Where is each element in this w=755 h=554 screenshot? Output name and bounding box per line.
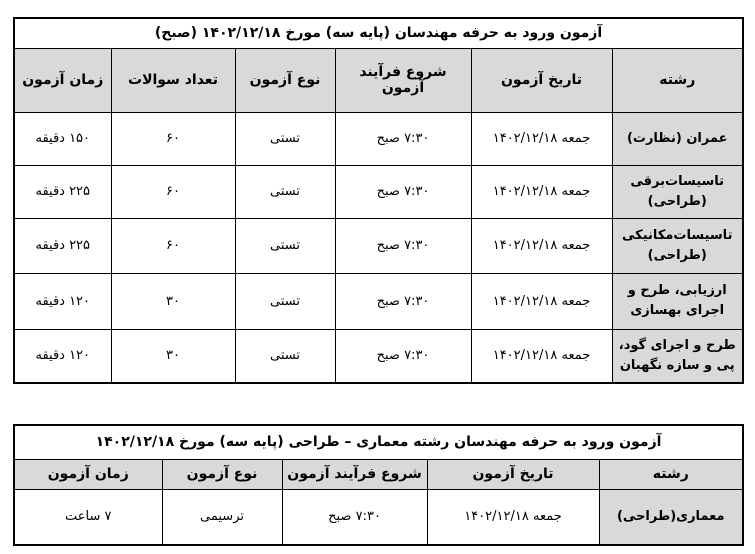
row-type: تستی bbox=[235, 273, 335, 329]
header-field: رشته bbox=[612, 48, 743, 112]
row-start: ۷:۳۰ صبح bbox=[335, 329, 471, 383]
row-type: تستی bbox=[235, 165, 335, 218]
row-field: عمران (نظارت) bbox=[612, 112, 743, 165]
header-start: شروع فرآیند آزمون bbox=[335, 48, 471, 112]
row-field: طرح و اجرای گود، پی و سازه نگهبان bbox=[612, 329, 743, 383]
row-date: جمعه ۱۴۰۲/۱۲/۱۸ bbox=[471, 273, 612, 329]
row-count: ۶۰ bbox=[111, 165, 235, 218]
header-date: تاریخ آزمون bbox=[471, 48, 612, 112]
header-type: نوع آزمون bbox=[235, 48, 335, 112]
header-date: تاریخ آزمون bbox=[427, 459, 599, 489]
row-type: تستی bbox=[235, 329, 335, 383]
row-date: جمعه ۱۴۰۲/۱۲/۱۸ bbox=[471, 329, 612, 383]
table-row bbox=[14, 489, 743, 545]
row-count: ۳۰ bbox=[111, 329, 235, 383]
row-date: جمعه ۱۴۰۲/۱۲/۱۸ bbox=[471, 112, 612, 165]
row-start: ۷:۳۰ صبح bbox=[335, 112, 471, 165]
row-field: تاسیسات‌برقی (طراحی) bbox=[612, 165, 743, 218]
row-date: جمعه ۱۴۰۲/۱۲/۱۸ bbox=[471, 218, 612, 273]
table-1-title: آزمون ورود به حرفه مهندسان (پایه سه) مورخ ۱۴۰۲/۱۲/۱۸ (صبح) bbox=[14, 18, 743, 48]
row-duration: ۱۲۰ دقیقه bbox=[14, 273, 111, 329]
row-type: تستی bbox=[235, 218, 335, 273]
table-row bbox=[14, 273, 743, 329]
table-row bbox=[14, 165, 743, 218]
row-count: ۶۰ bbox=[111, 218, 235, 273]
header-duration: زمان آزمون bbox=[14, 459, 162, 489]
header-field: رشته bbox=[599, 459, 743, 489]
header-duration: زمان آزمون bbox=[14, 48, 111, 112]
table-row bbox=[14, 218, 743, 273]
header-type: نوع آزمون bbox=[162, 459, 282, 489]
row-type: ترسیمی bbox=[162, 489, 282, 545]
row-start: ۷:۳۰ صبح bbox=[282, 489, 427, 545]
exam-schedule-table-2 bbox=[13, 424, 744, 546]
row-start: ۷:۳۰ صبح bbox=[335, 165, 471, 218]
header-start: شروع فرآیند آزمون bbox=[282, 459, 427, 489]
row-duration: ۲۲۵ دقیقه bbox=[14, 165, 111, 218]
table-row bbox=[14, 329, 743, 383]
row-field: ارزیابی، طرح و اجرای بهسازی bbox=[612, 273, 743, 329]
row-type: تستی bbox=[235, 112, 335, 165]
row-duration: ۱۲۰ دقیقه bbox=[14, 329, 111, 383]
row-duration: ۲۲۵ دقیقه bbox=[14, 218, 111, 273]
table-row bbox=[14, 112, 743, 165]
row-start: ۷:۳۰ صبح bbox=[335, 273, 471, 329]
row-duration: ۱۵۰ دقیقه bbox=[14, 112, 111, 165]
table-2-title: آزمون ورود به حرفه مهندسان رشته معماری – طراحی (پایه سه) مورخ ۱۴۰۲/۱۲/۱۸ bbox=[14, 425, 743, 459]
row-count: ۳۰ bbox=[111, 273, 235, 329]
exam-schedule-table-1 bbox=[13, 17, 744, 384]
row-start: ۷:۳۰ صبح bbox=[335, 218, 471, 273]
row-field: معماری(طراحی) bbox=[599, 489, 743, 545]
row-field: تاسیسات‌مکانیکی (طراحی) bbox=[612, 218, 743, 273]
row-count: ۶۰ bbox=[111, 112, 235, 165]
header-count: تعداد سوالات bbox=[111, 48, 235, 112]
row-date: جمعه ۱۴۰۲/۱۲/۱۸ bbox=[427, 489, 599, 545]
row-duration: ۷ ساعت bbox=[14, 489, 162, 545]
row-date: جمعه ۱۴۰۲/۱۲/۱۸ bbox=[471, 165, 612, 218]
